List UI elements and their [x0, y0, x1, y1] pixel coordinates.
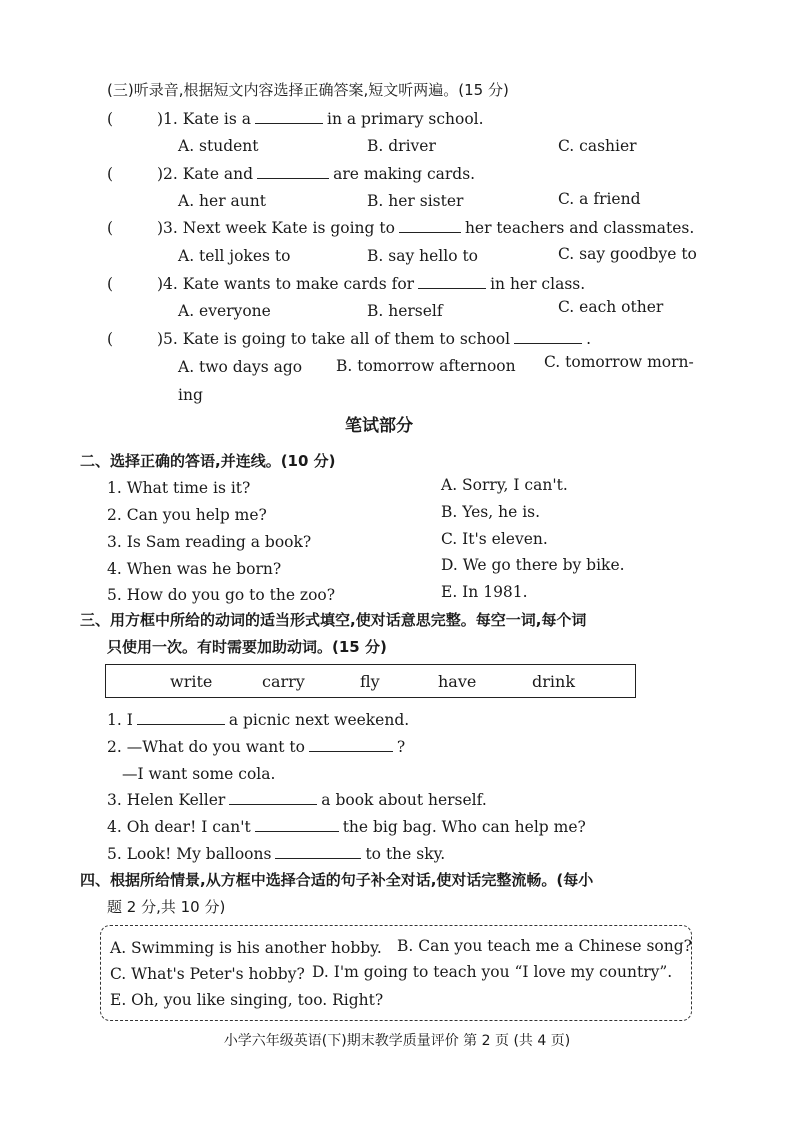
listening-heading: (三)听录音,根据短文内容选择正确答案,短文听两遍。(15 分): [107, 81, 509, 99]
word-write: write: [170, 672, 213, 691]
question-stem: Kate is a: [182, 110, 252, 128]
option-a: A. two days ago: [178, 358, 303, 376]
option-c: C. each other: [558, 298, 664, 316]
question-5: [107, 329, 591, 349]
answer-blank[interactable]: [255, 817, 339, 832]
matching-left-4[interactable]: 4. When was he born?: [107, 560, 282, 578]
option-b: B. herself: [367, 302, 443, 320]
item-text-end: the big bag. Who can help me?: [342, 818, 586, 836]
question-stem-end: in a primary school.: [327, 110, 484, 128]
sentence-option-b: B. Can you teach me a Chinese song?: [397, 937, 692, 955]
question-number: )2.: [157, 165, 178, 183]
word-carry: carry: [262, 672, 305, 691]
answer-paren[interactable]: (: [107, 330, 114, 348]
option-b: B. driver: [367, 137, 436, 155]
sentence-option-e: E. Oh, you like singing, too. Right?: [110, 991, 384, 1009]
question-4: [107, 274, 585, 294]
matching-right-c[interactable]: C. It's eleven.: [441, 530, 548, 548]
section-3-heading-line2: 只使用一次。有时需要加助动词。(15 分): [107, 638, 387, 656]
matching-left-1[interactable]: 1. What time is it?: [107, 479, 251, 497]
answer-blank[interactable]: [309, 737, 393, 752]
question-stem-end: in her class.: [490, 275, 586, 293]
answer-paren[interactable]: (: [107, 219, 114, 237]
matching-left-5[interactable]: 5. How do you go to the zoo?: [107, 586, 336, 604]
fill-item-1: [107, 710, 409, 730]
section-3-heading-line1: 三、用方框中所给的动词的适当形式填空,使对话意思完整。每空一词,每个词: [80, 611, 587, 629]
question-stem-end: .: [586, 330, 592, 348]
question-stem: Kate wants to make cards for: [182, 275, 415, 293]
question-number: )5.: [157, 330, 178, 348]
question-3: [107, 218, 694, 238]
sentence-option-d: D. I'm going to teach you “I love my country”.: [312, 963, 673, 981]
answer-blank[interactable]: [229, 790, 317, 805]
matching-right-d[interactable]: D. We go there by bike.: [441, 556, 625, 574]
option-b: B. her sister: [367, 192, 464, 210]
question-stem: Next week Kate is going to: [182, 219, 395, 237]
answer-paren[interactable]: (: [107, 275, 114, 293]
sentence-option-a: A. Swimming is his another hobby.: [110, 939, 382, 957]
answer-blank[interactable]: [275, 844, 361, 859]
verb-word-box: [105, 664, 636, 698]
matching-right-b[interactable]: B. Yes, he is.: [441, 503, 541, 521]
question-stem: Kate and: [182, 165, 254, 183]
fill-item-2-reply: —I want some cola.: [122, 765, 276, 783]
option-b: B. tomorrow afternoon: [336, 357, 516, 375]
answer-blank[interactable]: [137, 710, 225, 725]
answer-blank[interactable]: [255, 109, 323, 124]
item-text-end: to the sky.: [365, 845, 446, 863]
answer-blank[interactable]: [257, 164, 329, 179]
item-text: 2. —What do you want to: [107, 738, 305, 756]
option-c: C. a friend: [558, 190, 641, 208]
item-text: 5. Look! My balloons: [107, 845, 272, 863]
page-footer: 小学六年级英语(下)期末教学质量评价 第 2 页 (共 4 页): [223, 1033, 571, 1049]
matching-left-3[interactable]: 3. Is Sam reading a book?: [107, 533, 312, 551]
word-drink: drink: [532, 672, 576, 691]
section-4-heading-line2: 题 2 分,共 10 分): [107, 898, 226, 916]
sentence-option-c: C. What's Peter's hobby?: [110, 965, 305, 983]
word-fly: fly: [360, 672, 380, 691]
item-text-end: a picnic next weekend.: [228, 711, 410, 729]
answer-blank[interactable]: [418, 274, 486, 289]
question-stem-end: her teachers and classmates.: [464, 219, 695, 237]
item-text: 4. Oh dear! I can't: [107, 818, 251, 836]
word-have: have: [438, 672, 477, 691]
matching-right-a[interactable]: A. Sorry, I can't.: [441, 476, 568, 494]
option-a: A. everyone: [178, 302, 271, 320]
option-c: C. cashier: [558, 137, 637, 155]
fill-item-5: [107, 844, 445, 864]
item-text: 3. Helen Keller: [107, 791, 226, 809]
matching-left-2[interactable]: 2. Can you help me?: [107, 506, 267, 524]
fill-item-4: [107, 817, 586, 837]
question-number: )4.: [157, 275, 178, 293]
question-number: )1.: [157, 110, 178, 128]
option-b: B. say hello to: [367, 247, 479, 265]
section-2-heading: 二、选择正确的答语,并连线。(10 分): [80, 452, 336, 470]
item-text-end: ?: [396, 738, 406, 756]
answer-blank[interactable]: [514, 329, 582, 344]
option-c: C. tomorrow morn-: [544, 353, 694, 371]
option-c-continued: ing: [178, 386, 203, 404]
answer-paren[interactable]: (: [107, 110, 114, 128]
question-2: [107, 164, 475, 184]
item-text: 1. I: [107, 711, 133, 729]
question-1: [107, 109, 484, 129]
option-a: A. tell jokes to: [178, 247, 291, 265]
option-a: A. her aunt: [178, 192, 266, 210]
matching-right-e[interactable]: E. In 1981.: [441, 583, 528, 601]
option-a: A. student: [178, 137, 259, 155]
item-text-end: a book about herself.: [321, 791, 487, 809]
section-4-heading-line1: 四、根据所给情景,从方框中选择合适的句子补全对话,使对话完整流畅。(每小: [80, 871, 594, 889]
answer-blank[interactable]: [399, 218, 461, 233]
question-stem: Kate is going to take all of them to school: [182, 330, 511, 348]
fill-item-3: [107, 790, 487, 810]
option-c: C. say goodbye to: [558, 245, 697, 263]
written-part-title: 笔试部分: [345, 416, 413, 436]
question-stem-end: are making cards.: [333, 165, 476, 183]
question-number: )3.: [157, 219, 178, 237]
fill-item-2: [107, 737, 405, 757]
answer-paren[interactable]: (: [107, 165, 114, 183]
